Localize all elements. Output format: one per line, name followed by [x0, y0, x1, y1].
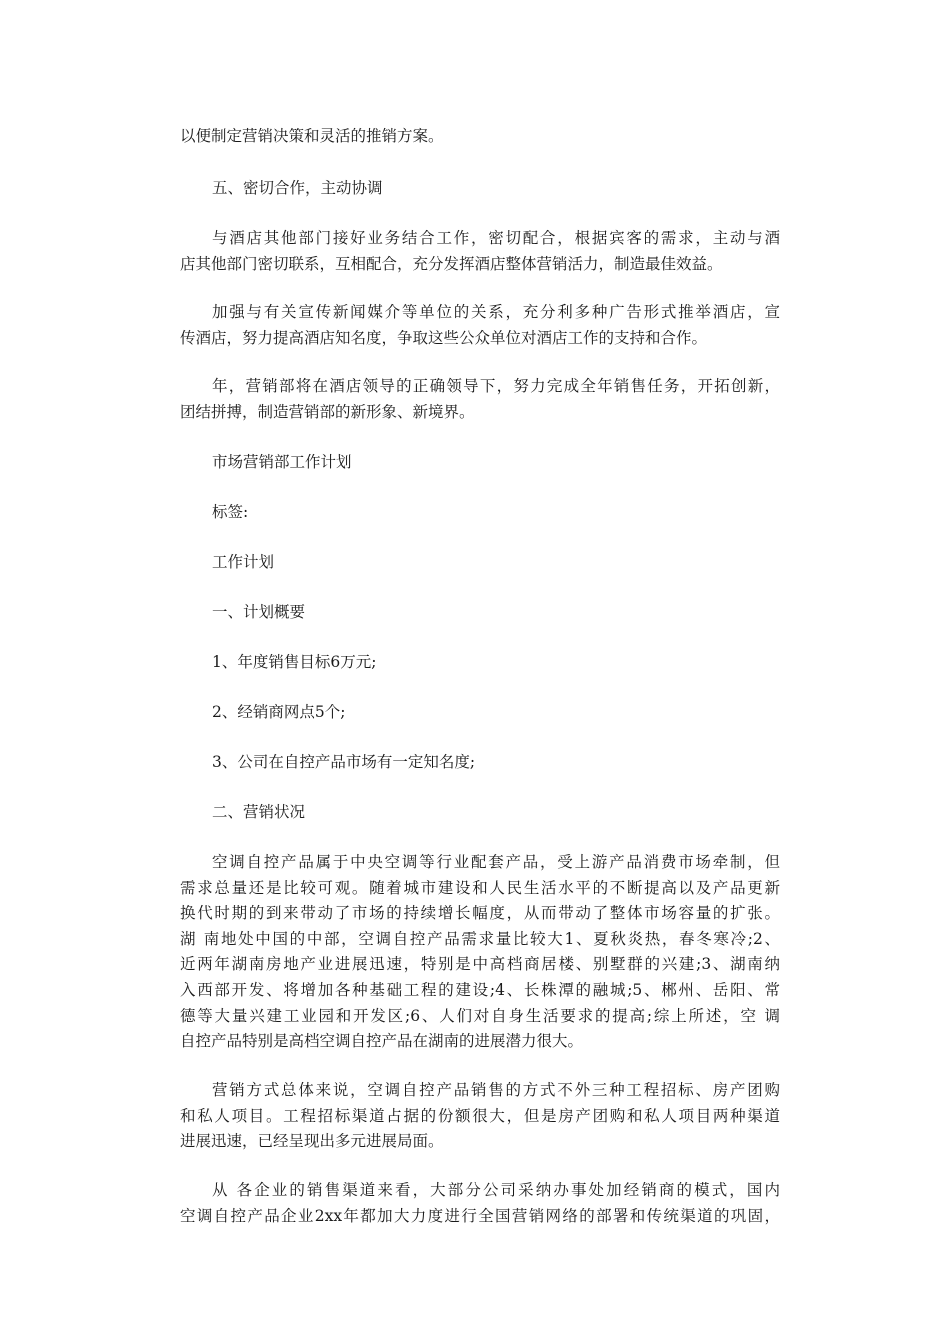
work-plan-label [180, 550, 780, 576]
text-line: 团结拼搏，制造营销部的新形象、新境界。 [180, 402, 475, 421]
paragraph-department-cooperation [180, 226, 780, 277]
section-heading: 五、密切合作，主动协调 [212, 179, 383, 197]
section-heading: 二、营销状况 [212, 803, 306, 821]
document-title [180, 450, 780, 476]
paragraph-sales-channels [180, 1178, 780, 1229]
list-item: 2、经销商网点5个; [212, 703, 346, 721]
paragraph-decision-making [180, 124, 780, 150]
heading-cooperation [180, 176, 780, 202]
list-item: 1、年度销售目标6万元; [212, 653, 377, 671]
text-line: 从 各企业的销售渠道来看，大部分公司采纳办事处加经销商的模式，国内 [212, 1181, 780, 1199]
section-heading: 一、计划概要 [212, 603, 306, 621]
text-line: 空调自控产品属于中央空调等行业配套产品，受上游产品消费市场牵制，但 [212, 853, 780, 871]
paragraph-market-analysis [180, 850, 780, 1055]
heading-marketing-status [180, 800, 780, 826]
text-line: 店其他部门密切联系，互相配合，充分发挥酒店整体营销活力，制造最佳效益。 [180, 254, 723, 273]
list-item: 3、公司在自控产品市场有一定知名度; [212, 753, 476, 771]
text-line: 空调自控产品企业2xx年都加大力度进行全国营销网络的部署和传统渠道的巩固， [180, 1206, 780, 1225]
text-line: 入西部开发、将增加各种基础工程的建设;4、长株潭的融城;5、郴州、岳阳、常 [180, 980, 780, 999]
title-line: 市场营销部工作计划 [212, 453, 352, 471]
text-line: 加强与有关宣传新闻媒介等单位的关系，充分利多种广告形式推举酒店，宣 [212, 303, 780, 321]
text-line: 需求总量还是比较可观。随着城市建设和人民生活水平的不断提高以及产品更新 [180, 878, 780, 897]
list-item-dealers [180, 700, 780, 726]
text-line: 近两年湖南房地产业进展迅速，特别是中高档商居楼、别墅群的兴建;3、湖南纳 [180, 955, 780, 974]
list-item-brand-awareness [180, 750, 780, 776]
tags-label [180, 500, 780, 526]
text-line: 进展迅速，已经呈现出多元进展局面。 [180, 1132, 444, 1151]
list-item-sales-target [180, 650, 780, 676]
text-line: 传酒店，努力提高酒店知名度，争取这些公众单位对酒店工作的支持和合作。 [180, 328, 708, 347]
paragraph-annual-goal [180, 374, 780, 425]
text-line: 德等大量兴建工业园和开发区;6、人们对自身生活要求的提高;综上所述，空 调 [180, 1006, 780, 1025]
text-line: 营销方式总体来说，空调自控产品销售的方式不外三种工程招标、房产团购 [212, 1081, 780, 1099]
tags-line: 标签: [212, 503, 249, 521]
paragraph-media-relations [180, 300, 780, 351]
paragraph-sales-methods [180, 1078, 780, 1155]
text-line: 与酒店其他部门接好业务结合工作，密切配合，根据宾客的需求，主动与酒 [212, 229, 780, 247]
text-line: 湖 南地处中国的中部，空调自控产品需求量比较大1、夏秋炎热，春冬寒冷;2、 [180, 929, 780, 948]
text-line: 自控产品特别是高档空调自控产品在湖南的进展潜力很大。 [180, 1032, 584, 1051]
text-line: 年，营销部将在酒店领导的正确领导下，努力完成全年销售任务，开拓创新， [212, 377, 780, 395]
heading-plan-summary [180, 600, 780, 626]
text-line: 和私人项目。工程招标渠道占据的份额很大，但是房产团购和私人项目两种渠道 [180, 1106, 780, 1125]
text-line: 以便制定营销决策和灵活的推销方案。 [180, 127, 444, 145]
work-plan-line: 工作计划 [212, 553, 275, 571]
text-line: 换代时期的到来带动了市场的持续增长幅度，从而带动了整体市场容量的扩张。 [180, 904, 780, 923]
